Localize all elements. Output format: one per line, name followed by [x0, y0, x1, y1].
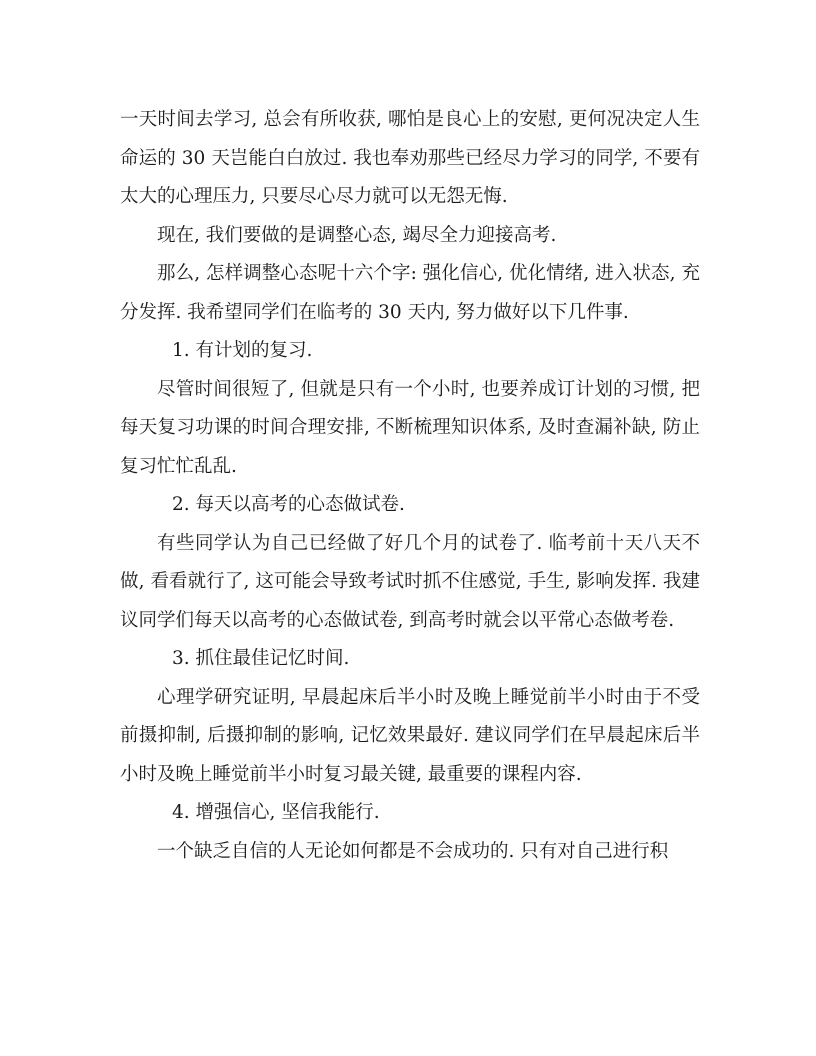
paragraph-item-2: 有些同学认为自己已经做了好几个月的试卷了. 临考前十天八天不做, 看看就行了, 这可能会导致考试时抓不住感觉, 手生, 影响发挥. 我建议同学们每天以高考的心态做试卷, 到高考时就会以平常心态做考卷. — [120, 532, 700, 631]
paragraph-item-4: 一个缺乏自信的人无论如何都是不会成功的. 只有对自己进行积 — [157, 840, 669, 862]
paragraph-continuation: 一天时间去学习, 总会有所收获, 哪怕是良心上的安慰, 更何况决定人生命运的 30 天岂能白白放过. 我也奉劝那些已经尽力学习的同学, 不要有太大的心理压力, 只要尽心尽力就可以无怨无悔. — [120, 109, 700, 207]
paragraph-item-3: 心理学研究证明, 早晨起床后半小时及晚上睡觉前半小时由于不受前摄抑制, 后摄抑制的影响, 记忆效果最好. 建议同学们在早晨起床后半小时及晚上睡觉前半小时复习最关键, 最重要的课程内容. — [120, 686, 700, 785]
heading-item-3: 3. 抓住最佳记忆时间. — [172, 648, 350, 669]
paragraph-adjust-mindset: 现在, 我们要做的是调整心态, 竭尽全力迎接高考. — [157, 224, 557, 246]
heading-item-2: 2. 每天以高考的心态做试卷. — [172, 494, 405, 515]
document-body — [120, 101, 700, 871]
paragraph-item-1: 尽管时间很短了, 但就是只有一个小时, 也要养成订计划的习惯, 把每天复习功课的时间合理安排, 不断梳理知识体系, 及时查漏补缺, 防止复习忙忙乱乱. — [120, 378, 700, 477]
heading-item-4: 4. 增强信心, 坚信我能行. — [172, 802, 380, 823]
heading-item-1: 1. 有计划的复习. — [172, 340, 313, 361]
paragraph-sixteen-characters: 那么, 怎样调整心态呢十六个字: 强化信心, 优化情绪, 进入状态, 充分发挥. 我希望同学们在临考的 30 天内, 努力做好以下几件事. — [120, 263, 700, 323]
